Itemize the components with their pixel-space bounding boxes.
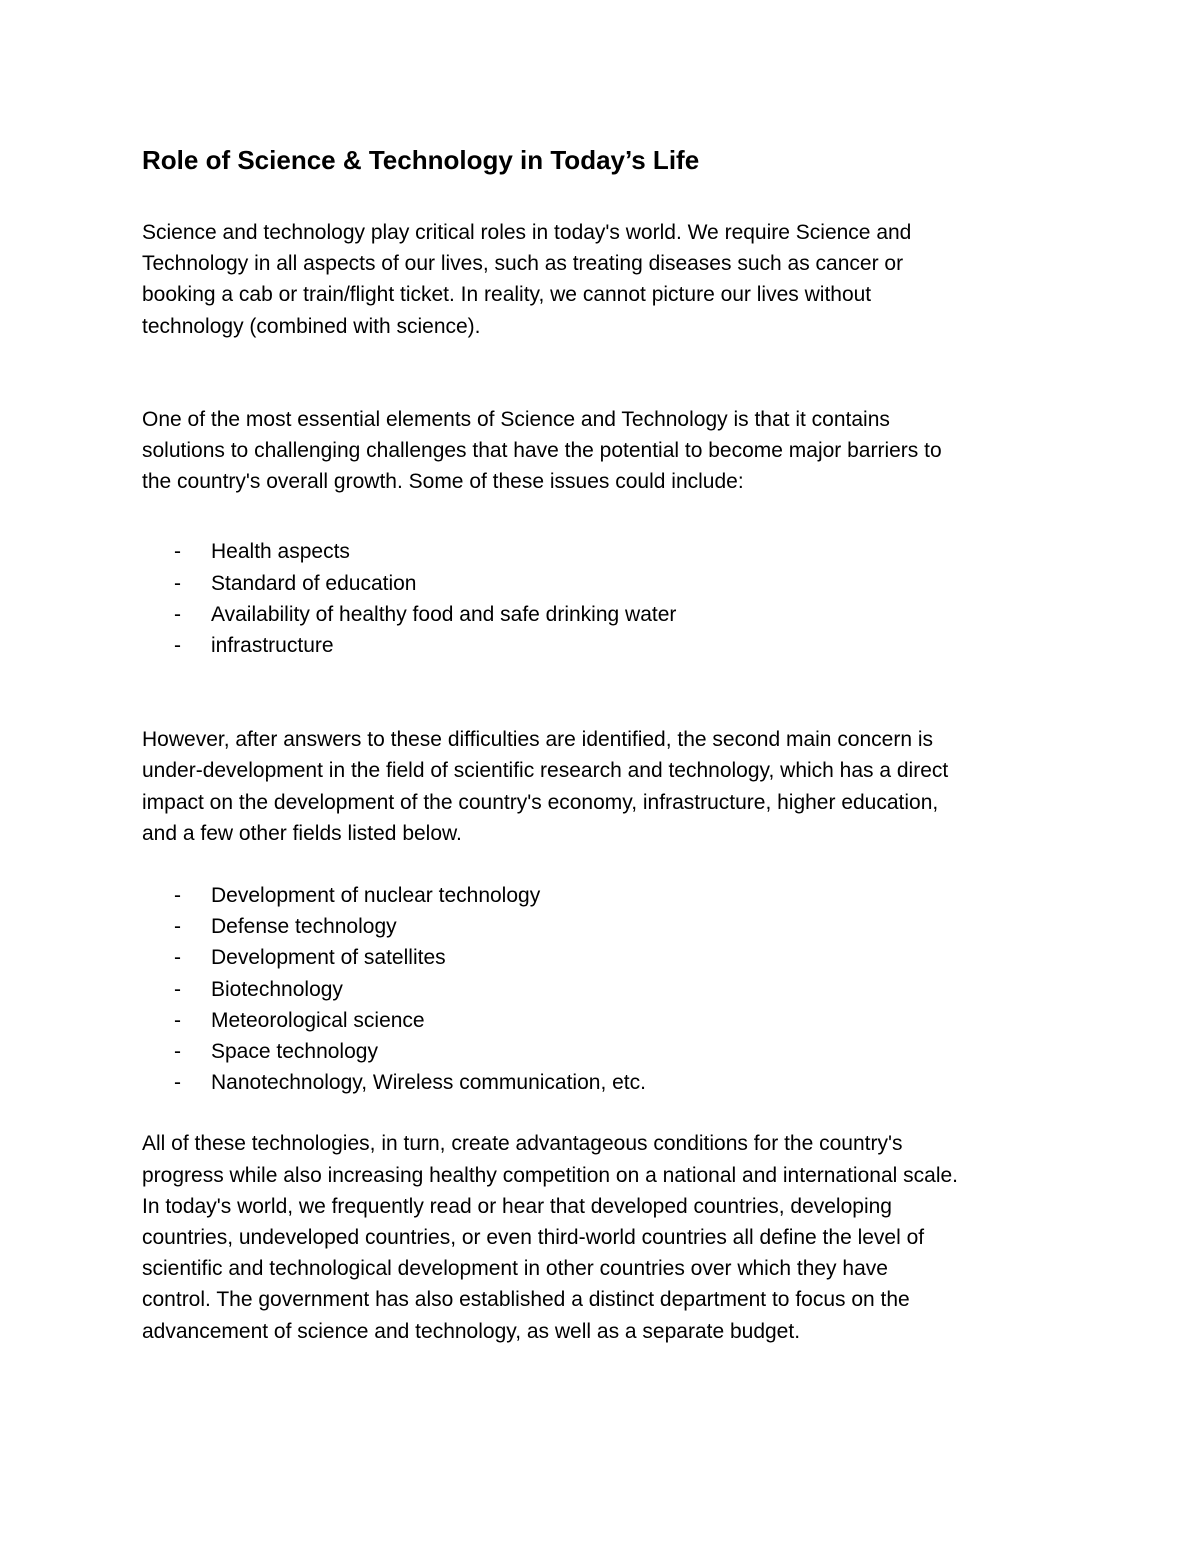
issues-list (142, 536, 1072, 661)
paragraph-line: Technology in all aspects of our lives, such as treating diseases such as cancer or (142, 252, 904, 276)
list-dash: - (174, 1040, 181, 1064)
list-dash: - (174, 571, 181, 595)
paragraph-line: One of the most essential elements of Science and Technology is that it contains (142, 407, 890, 431)
list-item (142, 974, 1072, 1005)
paragraph-line: advancement of science and technology, as well as a separate budget. (142, 1319, 801, 1343)
list-item-text: Development of nuclear technology (211, 884, 541, 908)
list-item (142, 568, 1072, 599)
paragraph-line: Science and technology play critical roles in today's world. We require Science and (142, 221, 912, 244)
list-item (142, 911, 1072, 942)
list-item (142, 880, 1072, 911)
paragraph-line: countries, undeveloped countries, or even third-world countries all define the level of (142, 1226, 925, 1250)
list-item (142, 1067, 1072, 1098)
list-item (142, 630, 1072, 661)
paragraph-line: technology (combined with science). (142, 314, 481, 338)
paragraph-line: However, after answers to these difficulties are identified, the second main concern is (142, 728, 934, 752)
list-dash: - (174, 602, 181, 626)
list-item-text: Biotechnology (211, 977, 343, 1001)
list-item-text: infrastructure (211, 634, 334, 658)
list-item (142, 599, 1072, 630)
list-item (142, 536, 1072, 567)
paragraph-line: booking a cab or train/flight ticket. In reality, we cannot picture our lives without (142, 283, 872, 307)
paragraph-line: scientific and technological development in other countries over which they have (142, 1257, 888, 1281)
document-title: Role of Science & Technology in Today’s Life (142, 145, 700, 175)
list-dash: - (174, 915, 181, 939)
list-item (142, 1005, 1072, 1036)
paragraph-second-concern (142, 724, 1072, 849)
paragraph-line: solutions to challenging challenges that have the potential to become major barriers to (142, 439, 942, 463)
list-item (142, 1036, 1072, 1067)
paragraph-line: In today's world, we frequently read or hear that developed countries, developing (142, 1194, 892, 1218)
paragraph-conclusion (142, 1128, 1072, 1346)
list-dash: - (174, 977, 181, 1001)
document-page (142, 140, 1072, 1347)
list-dash: - (174, 884, 181, 908)
list-dash: - (174, 634, 181, 658)
list-dash: - (174, 1071, 181, 1095)
list-item-text: Development of satellites (211, 946, 446, 970)
paragraph-intro (142, 217, 1072, 342)
list-item-text: Health aspects (211, 540, 350, 564)
list-item-text: Availability of healthy food and safe drinking water (211, 602, 677, 626)
list-item (142, 942, 1072, 973)
paragraph-line: impact on the development of the country's economy, infrastructure, higher education, (142, 790, 939, 814)
fields-list (142, 880, 1072, 1098)
paragraph-line: All of these technologies, in turn, create advantageous conditions for the country's (142, 1132, 903, 1156)
list-dash: - (174, 946, 181, 970)
list-item-text: Nanotechnology, Wireless communication, etc. (211, 1071, 646, 1095)
paragraph-line: progress while also increasing healthy competition on a national and international scale. (142, 1163, 958, 1187)
list-item-text: Standard of education (211, 571, 417, 595)
list-dash: - (174, 1008, 181, 1032)
paragraph-line: under-development in the field of scientific research and technology, which has a direct (142, 759, 949, 783)
list-item-text: Defense technology (211, 915, 397, 939)
list-item-text: Meteorological science (211, 1008, 425, 1032)
paragraph-line: the country's overall growth. Some of these issues could include: (142, 470, 744, 494)
paragraph-line: control. The government has also established a distinct department to focus on the (142, 1288, 910, 1312)
paragraph-line: and a few other fields listed below. (142, 821, 462, 845)
paragraph-essential-elements (142, 404, 1072, 498)
list-dash: - (174, 540, 181, 564)
list-item-text: Space technology (211, 1040, 378, 1064)
